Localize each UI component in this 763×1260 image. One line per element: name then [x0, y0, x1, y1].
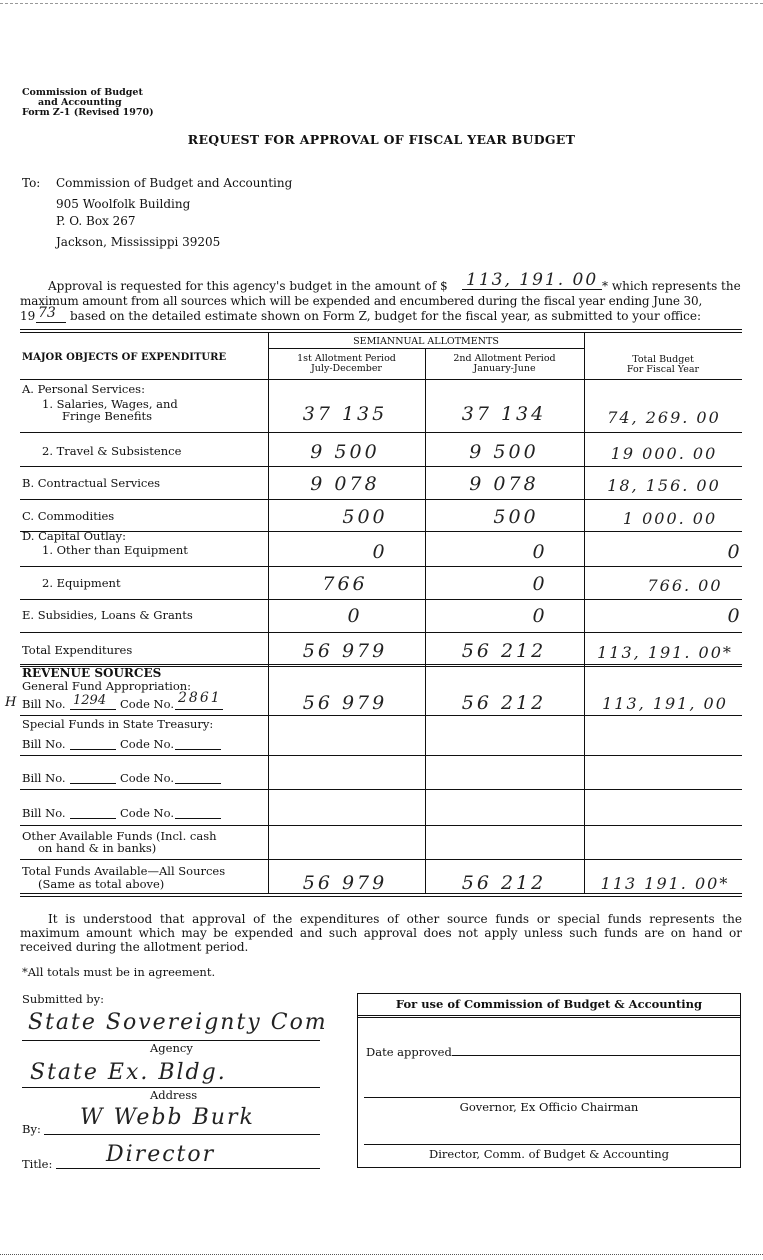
total-funds-col3: 113 191. 00* [600, 874, 730, 893]
row-salaries-b: Fringe Benefits [62, 409, 153, 423]
by-signature: W Webb Burk [80, 1105, 255, 1130]
contractual-col1: 9 078 [310, 473, 380, 495]
row-rule [20, 859, 742, 860]
governor-label: Governor, Ex Officio Chairman [459, 1100, 639, 1114]
address-line-1: 905 Woolfolk Building [56, 197, 191, 211]
contractual-col2: 9 078 [469, 473, 539, 495]
col-divider-2 [425, 348, 426, 894]
by-label: By: [22, 1122, 41, 1136]
row-total-expenditures: Total Expenditures [22, 643, 133, 657]
col2-header-b: January-June [473, 363, 536, 374]
contractual-col3: 18, 156. 00 [607, 476, 721, 495]
travel-col2: 9 500 [469, 441, 539, 463]
director-label: Director, Comm. of Budget & Accounting [429, 1147, 669, 1161]
row-total-funds-a: Total Funds Available—All Sources [22, 864, 226, 878]
commission-box-rule [357, 1017, 741, 1018]
col3-header-b: For Fiscal Year [626, 364, 700, 375]
table-bottom-rule-2 [20, 896, 742, 897]
request-text-d: based on the detailed estimate shown on Form Z, budget for the fiscal year, as submitted to your office: [70, 309, 702, 323]
row-rule [20, 789, 742, 790]
submitted-by-label: Submitted by: [22, 992, 105, 1006]
address-line-3: Jackson, Mississippi 39205 [56, 235, 221, 249]
totals-note: *All totals must be in agreement. [22, 965, 216, 979]
row-total-funds-b: (Same as total above) [38, 877, 165, 891]
table-top-double-2 [20, 332, 742, 333]
row-rule [20, 531, 742, 532]
address-signature: State Ex. Bldg. [30, 1060, 227, 1085]
row-rule [20, 566, 742, 567]
agency-label: Agency [150, 1041, 193, 1055]
title-signature: Director [106, 1142, 216, 1167]
recipient: Commission of Budget and Accounting [56, 176, 293, 190]
special-bill-blank [70, 783, 116, 784]
commission-box-heading: For use of Commission of Budget & Accounting [395, 997, 703, 1011]
form-number: Form Z-1 (Revised 1970) [22, 107, 154, 118]
issuer-line-2: and Accounting [38, 97, 122, 108]
row-rule [20, 466, 742, 467]
row-contractual: B. Contractual Services [22, 476, 161, 490]
special-code-no-label: Code No. [120, 737, 174, 751]
special-bill-no-label: Bill No. [22, 737, 66, 751]
page-title: REQUEST FOR APPROVAL OF FISCAL YEAR BUDGET [187, 132, 576, 147]
total-expenditures-col2: 56 212 [461, 640, 547, 662]
general-fund-col3: 113, 191, 00 [602, 694, 728, 713]
col1-header-a: 1st Allotment Period [297, 353, 396, 364]
salaries-col2: 37 134 [461, 403, 547, 425]
address-label: Address [150, 1088, 198, 1102]
total-funds-col2: 56 212 [461, 872, 547, 894]
other-equipment-col2: 0 [532, 541, 548, 563]
salaries-col1: 37 135 [302, 403, 388, 425]
row-special-funds: Special Funds in State Treasury: [22, 717, 214, 731]
salaries-col3: 74, 269. 00 [607, 408, 721, 427]
row-rule [20, 599, 742, 600]
col2-header-a: 2nd Allotment Period [453, 353, 556, 364]
bill-no-underline [70, 709, 116, 710]
row-commodities: C. Commodities [22, 509, 115, 523]
travel-col1: 9 500 [310, 441, 380, 463]
row-other-funds-b: on hand & in banks) [38, 841, 157, 855]
amount-underline [462, 289, 602, 290]
row-rule [20, 432, 742, 433]
row-equipment: 2. Equipment [42, 576, 121, 590]
special-bill-blank [70, 749, 116, 750]
equipment-col2: 0 [532, 573, 548, 595]
row-salaries-a: 1. Salaries, Wages, and [42, 397, 178, 411]
request-text-a: Approval is requested for this agency's budget in the amount of $ [48, 279, 448, 293]
year-value: 73 [38, 305, 56, 321]
row-rule [20, 632, 742, 633]
special-bill-no-label: Bill No. [22, 771, 66, 785]
col1-header-b: July-December [311, 363, 382, 374]
year-underline [36, 322, 66, 323]
general-fund-col1: 56 979 [302, 692, 388, 714]
form-identifier [22, 88, 154, 118]
address-line-2: P. O. Box 267 [56, 214, 136, 228]
request-text-b: * which represents the [602, 279, 741, 293]
row-rule [20, 755, 742, 756]
total-expenditures-col3: 113, 191. 00* [597, 643, 733, 662]
issuer-line-1: Commission of Budget [22, 87, 143, 98]
total-expenditures-col1: 56 979 [302, 640, 388, 662]
code-no-underline [175, 709, 223, 710]
commodities-col2: 500 [493, 506, 539, 528]
special-code-blank [175, 783, 221, 784]
governor-line [364, 1097, 741, 1098]
total-funds-col1: 56 979 [302, 872, 388, 894]
special-code-blank [175, 818, 221, 819]
bill-no-label: Bill No. [22, 697, 66, 711]
equipment-col3: 766. 00 [647, 576, 723, 595]
title-line [56, 1168, 320, 1169]
top-edge [0, 3, 763, 4]
date-approved-label: Date approved [366, 1045, 452, 1059]
row-rule [20, 715, 742, 716]
row-personal-services: A. Personal Services: [22, 382, 145, 396]
row-other-equipment: 1. Other than Equipment [42, 543, 188, 557]
commission-box [357, 993, 741, 1168]
special-bill-no-label: Bill No. [22, 806, 66, 820]
travel-col3: 19 000. 00 [610, 444, 718, 463]
row-rule [20, 825, 742, 826]
row-rule [20, 664, 742, 665]
row-travel: 2. Travel & Subsistence [42, 444, 182, 458]
row-rule [20, 499, 742, 500]
col-divider-1 [268, 332, 269, 894]
special-code-no-label: Code No. [120, 806, 174, 820]
special-code-blank [175, 749, 221, 750]
header-bottom-rule [20, 379, 742, 380]
date-approved-line [452, 1055, 741, 1056]
understanding-paragraph: It is understood that approval of the expenditures of other source funds or special funds represents the maximum amount which may be expended and such approval does not apply unless such funds are on hand or received during the allotment period. [20, 912, 742, 954]
row-general-fund: General Fund Appropriation: [22, 679, 192, 693]
row-subsidies: E. Subsidies, Loans & Grants [22, 608, 193, 622]
special-bill-blank [70, 818, 116, 819]
equipment-col1: 766 [322, 573, 368, 595]
other-equipment-col3: 0 [727, 541, 743, 563]
to-label: To: [22, 176, 41, 190]
header-objects: MAJOR OBJECTS OF EXPENDITURE [22, 352, 227, 363]
request-amount: 113, 191. 00 [466, 270, 599, 290]
semiannual-rule [268, 348, 584, 349]
row-other-funds-a: Other Available Funds (Incl. cash [22, 829, 217, 843]
general-fund-col2: 56 212 [461, 692, 547, 714]
table-top-double-1 [20, 329, 742, 330]
special-code-no-label: Code No. [120, 771, 174, 785]
row-revenue-sources: REVENUE SOURCES [22, 666, 162, 680]
row-capital-outlay: D. Capital Outlay: [22, 529, 126, 543]
code-no-value: 2861 [178, 690, 222, 706]
agency-signature: State Sovereignty Com [28, 1010, 328, 1035]
year-prefix: 19 [20, 309, 36, 323]
director-line [364, 1144, 741, 1145]
commodities-col1: 500 [342, 506, 388, 528]
bottom-edge [0, 1254, 763, 1255]
subsidies-col1: 0 [347, 605, 363, 627]
other-equipment-col1: 0 [372, 541, 388, 563]
code-no-label: Code No. [120, 697, 174, 711]
commission-box-rule [357, 1015, 741, 1016]
bill-no-value: 1294 [73, 693, 107, 708]
header-semiannual: SEMIANNUAL ALLOTMENTS [353, 336, 499, 347]
subsidies-col2: 0 [532, 605, 548, 627]
request-text-c: maximum amount from all sources which will be expended and encumbered during the fiscal year ending June 30, [20, 294, 703, 308]
col3-header-a: Total Budget [632, 354, 694, 365]
title-label: Title: [22, 1157, 53, 1171]
commodities-col3: 1 000. 00 [622, 509, 718, 528]
subsidies-col3: 0 [727, 605, 743, 627]
margin-mark: H [5, 695, 17, 710]
by-line [44, 1134, 320, 1135]
